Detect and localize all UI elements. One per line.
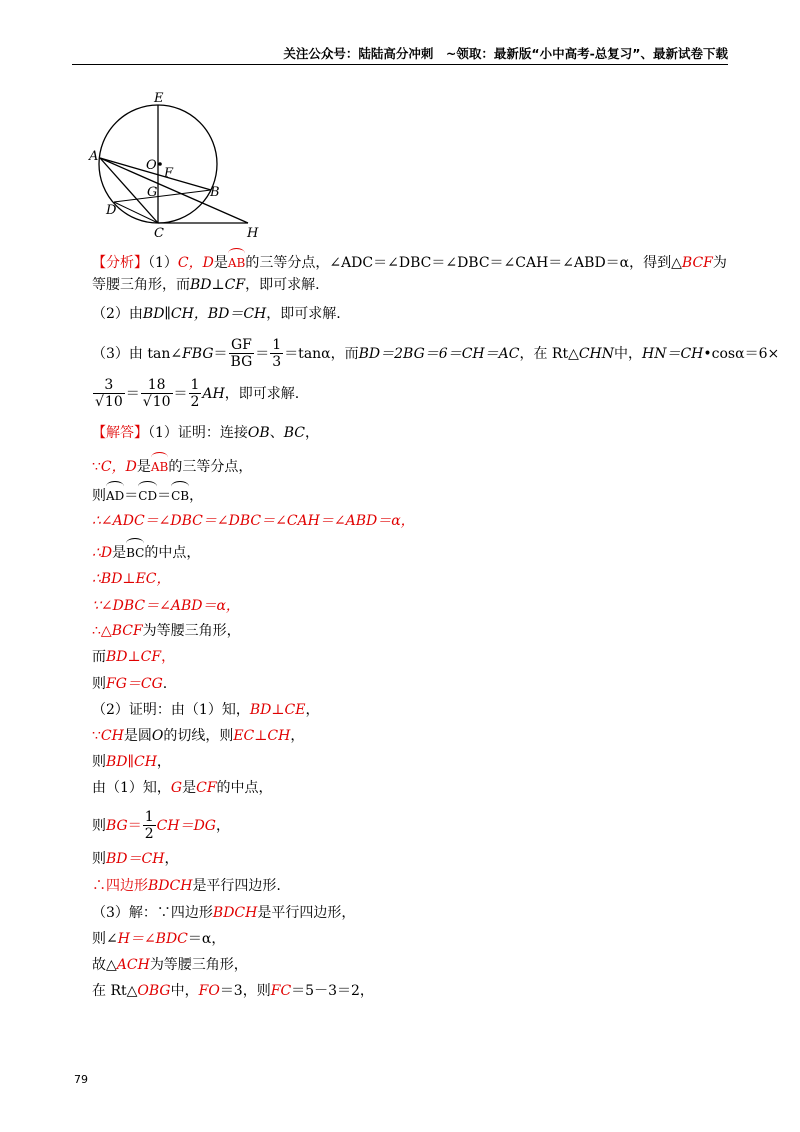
page-number: 79 bbox=[74, 1073, 88, 1086]
fraction-half: $\frac{1}{2}$ bbox=[190, 377, 200, 410]
header-rule bbox=[72, 64, 728, 65]
fraction-gf-bg: $\frac{GF}{BG}$ bbox=[230, 337, 253, 370]
segment-dc bbox=[114, 202, 158, 223]
solution-tag: 【解答】 bbox=[92, 425, 148, 441]
solution-line-16: 则BD＝CH， bbox=[92, 851, 179, 867]
solution-line-1: 【解答】（1）证明：连接OB、BC， bbox=[92, 425, 319, 441]
solution-line-21: 在 Rt△OBG中，FO＝3，则FC＝5－3＝2， bbox=[92, 983, 374, 999]
solution-line-18: （3）解：∵四边形BDCH是平行四边形， bbox=[92, 905, 356, 921]
solution-line-12: ∵CH是圆O的切线，则EC⊥CH， bbox=[92, 728, 305, 744]
analysis-line-5: $\frac{3}{√10}$ ＝ $\frac{18}{√10}$ ＝ $\frac{1}{2}$ AH，即可求解. bbox=[95, 377, 300, 410]
solution-line-3: 则AD＝CD＝CB， bbox=[92, 481, 203, 505]
solution-line-10: 则FG＝CG. bbox=[92, 676, 168, 692]
arc-ab: AB bbox=[228, 248, 245, 272]
geometry-figure bbox=[86, 92, 276, 242]
fraction-3-sqrt10: $\frac{3}{√10}$ bbox=[95, 377, 123, 410]
label-a: A bbox=[89, 149, 99, 164]
arc-cb: CB bbox=[171, 481, 189, 505]
solution-line-19: 则∠H＝∠BDC＝α， bbox=[92, 931, 226, 947]
arc-ad: AD bbox=[106, 481, 124, 505]
arc-ab-2: AB bbox=[151, 452, 168, 476]
label-o: O bbox=[146, 158, 157, 173]
solution-line-6: ∴BD⊥EC， bbox=[92, 571, 171, 587]
label-g: G bbox=[147, 185, 158, 200]
arc-cd: CD bbox=[138, 481, 157, 505]
analysis-line-1: 【分析】（1）C，D是AB的三等分点，∠ADC＝∠DBC＝∠DBC＝∠CAH＝∠ABD＝α，得到△BCF为 bbox=[92, 248, 727, 272]
solution-line-8: ∴△BCF为等腰三角形， bbox=[92, 623, 241, 639]
label-h: H bbox=[247, 226, 259, 241]
fraction-18-sqrt10: $\frac{18}{√10}$ bbox=[142, 377, 171, 410]
solution-line-11: （2）证明：由（1）知，BD⊥CE， bbox=[92, 702, 320, 718]
solution-line-4: ∴∠ADC＝∠DBC＝∠DBC＝∠CAH＝∠ABD＝α， bbox=[92, 513, 415, 529]
arc-bc: BC bbox=[126, 538, 144, 562]
solution-line-9: 而BD⊥CF， bbox=[92, 649, 176, 665]
analysis-line-3: （2）由BD∥CH，BD＝CH，即可求解. bbox=[92, 306, 341, 322]
fraction-one-third: $\frac{1}{3}$ bbox=[272, 337, 282, 370]
solution-line-17: ∴四边形BDCH是平行四边形. bbox=[92, 878, 281, 894]
label-b: B bbox=[210, 185, 220, 200]
solution-line-7: ∵∠DBC＝∠ABD＝α， bbox=[92, 598, 240, 614]
solution-line-14: 由（1）知，G是CF的中点， bbox=[92, 780, 273, 796]
solution-line-2: ∵C，D是AB的三等分点， bbox=[92, 452, 252, 476]
solution-line-13: 则BD∥CH， bbox=[92, 754, 171, 770]
analysis-line-2: 等腰三角形，而BD⊥CF，即可求解. bbox=[92, 277, 320, 293]
fraction-half-2: $\frac{1}{2}$ bbox=[144, 809, 154, 842]
analysis-line-4: （3）由 tan∠FBG＝ $\frac{GF}{BG}$ ＝ $\frac{1}{3}$ ＝tanα，而BD＝2BG＝6＝CH＝AC，在 Rt△CHN中，HN＝CH•cosα＝6× bbox=[92, 337, 780, 370]
label-c: C bbox=[154, 226, 164, 241]
label-d: D bbox=[106, 203, 117, 218]
center-point bbox=[158, 162, 162, 166]
page-header: 关注公众号：陆陆高分冲刺 ~领取：最新版“小中高考-总复习”、最新试卷下载 bbox=[283, 46, 728, 61]
label-f: F bbox=[164, 166, 174, 181]
analysis-tag: 【分析】 bbox=[92, 255, 148, 271]
solution-line-5: ∴D是BC的中点， bbox=[92, 538, 200, 562]
label-e: E bbox=[154, 92, 164, 106]
solution-line-15: 则BG＝ $\frac{1}{2}$ CH＝DG， bbox=[92, 809, 230, 842]
solution-line-20: 故△ACH为等腰三角形， bbox=[92, 957, 248, 973]
segment-ah bbox=[100, 158, 248, 223]
